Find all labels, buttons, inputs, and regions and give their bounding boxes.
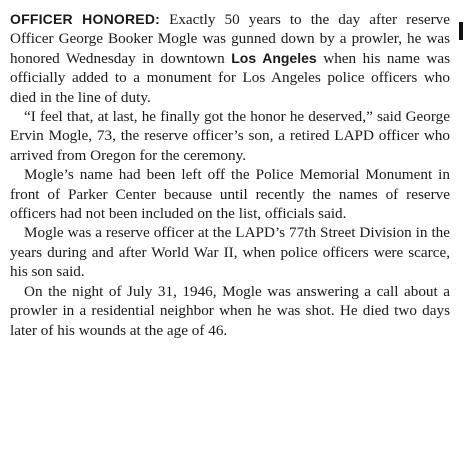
headline: OFFICER HONORED:: [10, 11, 161, 27]
article-paragraph-2: “I feel that, at last, he finally got the honor he deserved,” said George Ervin Mogle, 73, the reserve officer’s son, a retired LAPD officer who arrived from Oregon for the ceremony.: [10, 108, 450, 164]
paragraph-1-text-b: when his name was officially added to a monument for Los Angeles police officers who died in the line of duty.: [10, 49, 450, 106]
article-paragraph-4: Mogle was a reserve officer at the LAPD’s 77th Street Division in the years during and after World War II, when police officers were scarce, his son said.: [10, 224, 450, 281]
article-paragraph-3: Mogle’s name had been left off the Police Memorial Monument in front of Parker Center because until recently the names of reserve officers had not been included on the list, officials said.: [10, 166, 450, 223]
article-paragraph-5: On the night of July 31, 1946, Mogle was answering a call about a prowler in a residential neighbor when he was shot. He died two days later of his wounds at the age of 46.: [10, 282, 450, 339]
place-name: Los Angeles: [231, 49, 317, 66]
article-paragraph-1: [10, 10, 450, 107]
scan-edge-mark: [459, 22, 463, 40]
paragraph-1-text-a: Exactly 50 years to the day after reserve Officer George Booker Mogle was gunned down by a prowler, he was honored Wednesday in downtown: [10, 11, 450, 67]
news-clipping: [10, 10, 450, 460]
